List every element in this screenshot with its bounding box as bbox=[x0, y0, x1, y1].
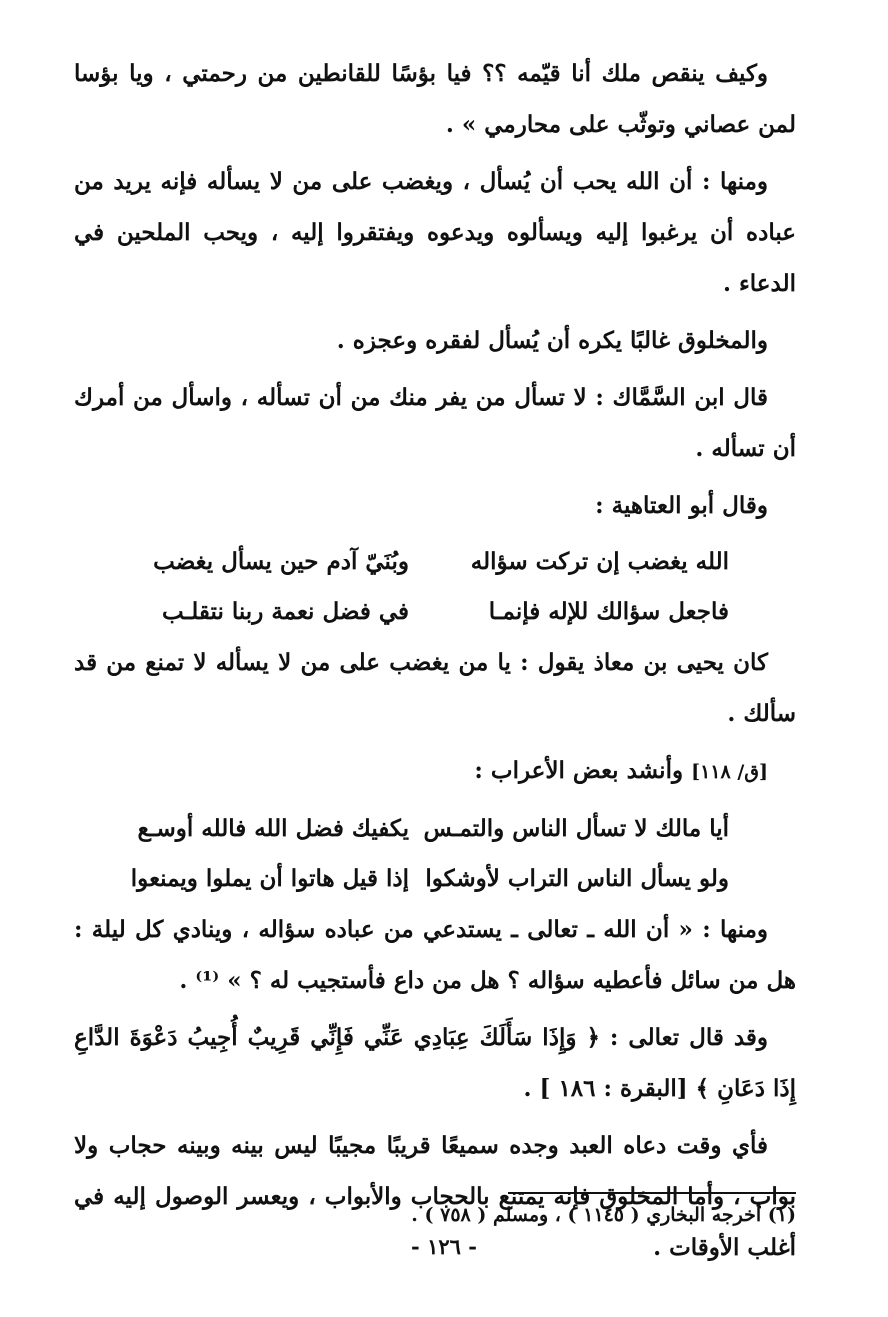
verse-hemistich-first: فاجعل سؤالك للإله فإنمـا bbox=[488, 598, 729, 625]
paragraph-2: ومنها : أن الله يحب أن يُسأل ، ويغضب على من لا يسأله فإنه يريد من عباده أن يرغبوا إليه ويسألوه ويدعوه ويفتقروا إليه ، ويحب الملحين في الدعاء . bbox=[74, 168, 796, 297]
verse-hemistich-first: أيا مالك لا تسأل الناس والتمـس bbox=[423, 815, 729, 842]
paragraph-3: والمخلوق غالبًا يكره أن يُسأل لفقره وعجزه . bbox=[336, 327, 768, 354]
page-number: - ١٢٦ - bbox=[411, 1234, 477, 1259]
paragraph-8: ومنها : « أن الله ـ تعالى ـ يستدعي من عباده سؤاله ، وينادي كل ليلة : هل من سائل فأعطيه سؤاله ؟ هل من داع فأستجيب له ؟ » ⁽¹⁾ . bbox=[74, 916, 796, 994]
paragraph-1: وكيف ينقص ملك أنا قيّمه ؟؟ فيا بؤسًا للقانطين من رحمتي ، ويا بؤسا لمن عصاني وتوثّب على محارمي » . bbox=[74, 60, 796, 138]
verse-hemistich-second: في فضل نعمة ربنا نتقلـب bbox=[161, 598, 409, 625]
paragraph-10: فأي وقت دعاه العبد وجده سميعًا قريبًا مجيبًا ليس بينه وبينه حجاب ولا بواب ، وأما المخلوق فإنه يمتنع بالحجاب والأبواب ، ويعسر الوصول إليه في أغلب الأوقات . bbox=[74, 1132, 796, 1261]
paragraph-7-text: وأنشد بعض الأعراب : bbox=[474, 757, 684, 784]
verse-line bbox=[74, 804, 796, 854]
verse-hemistich-second: إذا قيل هاتوا أن يملوا ويمنعوا bbox=[130, 865, 409, 892]
verse-line bbox=[74, 537, 796, 587]
paragraph-5: وقال أبو العتاهية : bbox=[595, 492, 768, 519]
manuscript-reference: [ق/ ١١٨] bbox=[691, 761, 768, 783]
verse-hemistich-first: الله يغضب إن تركت سؤاله bbox=[470, 548, 729, 575]
footnote-divider bbox=[508, 1192, 796, 1194]
paragraph-9: وقد قال تعالى : ﴿ وَإِذَا سَأَلَكَ عِبَادِي عَنِّي فَإِنِّي قَرِيبٌ أُجِيبُ دَعْوَةَ الدَّاعِ إِذَا دَعَانِ ﴾ [البقرة : ١٨٦ ] . bbox=[74, 1024, 796, 1102]
paragraph-6: كان يحيى بن معاذ يقول : يا من يغضب على من لا يسأله لا تمنع من قد سألك . bbox=[74, 649, 796, 727]
verse-hemistich-second: يكفيك فضل الله فالله أوسـع bbox=[137, 815, 409, 842]
paragraph-7 bbox=[74, 745, 796, 798]
verse-hemistich-first: ولو يسأل الناس التراب لأوشكوا bbox=[425, 865, 729, 892]
verse-line bbox=[74, 854, 796, 904]
paragraph-4: قال ابن السَّمَّاك : لا تسأل من يفر منك من أن تسأله ، واسأل من أمرك أن تسأله . bbox=[74, 384, 796, 462]
footnote: (١) أخرجه البخاري ( ١١٤٥ ) ، ومسلم ( ٧٥٨ ) . bbox=[411, 1204, 796, 1226]
verse-line bbox=[74, 587, 796, 637]
verse-hemistich-second: وبُنَيّ آدم حين يسأل يغضب bbox=[153, 548, 409, 575]
